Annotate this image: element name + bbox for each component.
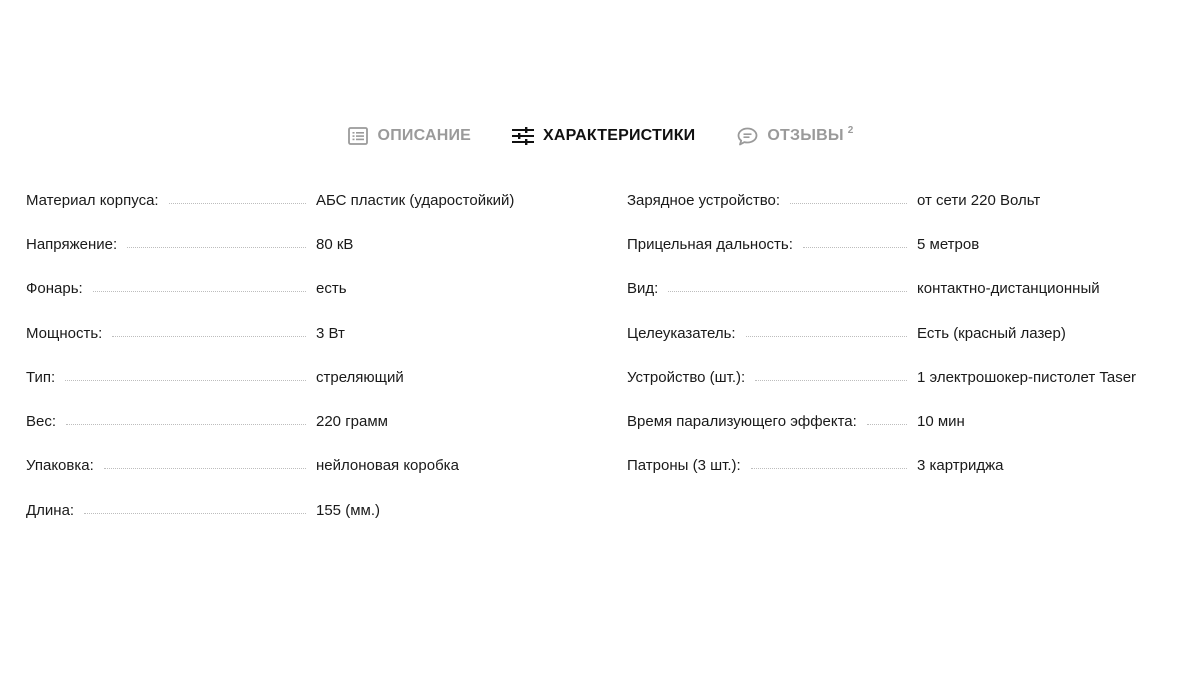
spec-label: Зарядное устройство: xyxy=(627,191,781,209)
spec-value: Есть (красный лазер) xyxy=(917,324,1066,342)
leader-dots xyxy=(84,513,306,514)
leader-dots xyxy=(668,291,907,292)
chat-icon xyxy=(736,125,758,147)
spec-row xyxy=(627,311,1172,355)
tab-description[interactable] xyxy=(347,125,471,147)
spec-row xyxy=(627,355,1172,399)
spec-row xyxy=(26,399,586,443)
spec-label: Тип: xyxy=(26,368,56,386)
spec-value: есть xyxy=(316,280,347,298)
spec-value: АБС пластик (ударостойкий) xyxy=(316,191,515,209)
spec-label: Материал корпуса: xyxy=(26,191,159,209)
leader-dots xyxy=(93,291,306,292)
spec-row xyxy=(26,178,586,222)
spec-label: Устройство (шт.): xyxy=(627,368,746,386)
spec-label: Вес: xyxy=(26,413,57,431)
spec-row xyxy=(627,444,1172,488)
spec-value: 1 электрошокер-пистолет Taser xyxy=(917,368,1137,386)
spec-row xyxy=(627,222,1172,266)
spec-label: Вид: xyxy=(627,280,659,298)
specs-left-column xyxy=(26,178,586,532)
spec-row xyxy=(26,355,586,399)
spec-value: 155 (мм.) xyxy=(316,501,380,519)
spec-label: Патроны (3 шт.): xyxy=(627,457,741,475)
spec-label: Упаковка: xyxy=(26,457,94,475)
spec-value: стреляющий xyxy=(316,368,404,386)
spec-value: 80 кВ xyxy=(316,235,354,253)
leader-dots xyxy=(751,468,907,469)
leader-dots xyxy=(112,336,306,337)
tab-characteristics-label: ХАРАКТЕРИСТИКИ xyxy=(543,127,696,144)
spec-value: нейлоновая коробка xyxy=(316,457,459,475)
spec-label: Время парализующего эффекта: xyxy=(627,413,857,431)
leader-dots xyxy=(790,203,907,204)
spec-value: контактно-дистанционный xyxy=(917,280,1100,298)
spec-label: Целеуказатель: xyxy=(627,324,736,342)
leader-dots xyxy=(746,336,907,337)
spec-label: Напряжение: xyxy=(26,235,118,253)
spec-label: Мощность: xyxy=(26,324,103,342)
spec-label: Прицельная дальность: xyxy=(627,235,793,253)
leader-dots xyxy=(104,468,306,469)
tab-reviews[interactable] xyxy=(736,125,853,147)
leader-dots xyxy=(803,247,907,248)
spec-row xyxy=(26,267,586,311)
spec-row xyxy=(26,311,586,355)
leader-dots xyxy=(66,424,306,425)
spec-row xyxy=(26,222,586,266)
spec-row xyxy=(627,178,1172,222)
leader-dots xyxy=(755,380,907,381)
tab-bar xyxy=(0,120,1200,152)
list-icon xyxy=(347,125,369,147)
leader-dots xyxy=(65,380,306,381)
leader-dots xyxy=(867,424,907,425)
spec-label: Фонарь: xyxy=(26,280,83,298)
sliders-icon xyxy=(512,125,534,147)
spec-value: от сети 220 Вольт xyxy=(917,191,1041,209)
spec-value: 5 метров xyxy=(917,235,980,253)
tab-reviews-label: ОТЗЫВЫ xyxy=(767,127,844,144)
reviews-count-badge: 2 xyxy=(847,124,854,136)
spec-row xyxy=(26,488,586,532)
tab-description-label: ОПИСАНИЕ xyxy=(377,127,472,144)
specs-right-column xyxy=(627,178,1172,488)
spec-value: 3 картриджа xyxy=(917,457,1004,475)
leader-dots xyxy=(169,203,306,204)
tab-characteristics[interactable] xyxy=(512,125,695,147)
spec-label: Длина: xyxy=(26,501,75,519)
spec-row xyxy=(627,267,1172,311)
spec-row xyxy=(26,444,586,488)
leader-dots xyxy=(127,247,306,248)
spec-value: 3 Вт xyxy=(316,324,345,342)
spec-value: 10 мин xyxy=(917,413,965,431)
spec-row xyxy=(627,399,1172,443)
spec-value: 220 грамм xyxy=(316,413,388,431)
